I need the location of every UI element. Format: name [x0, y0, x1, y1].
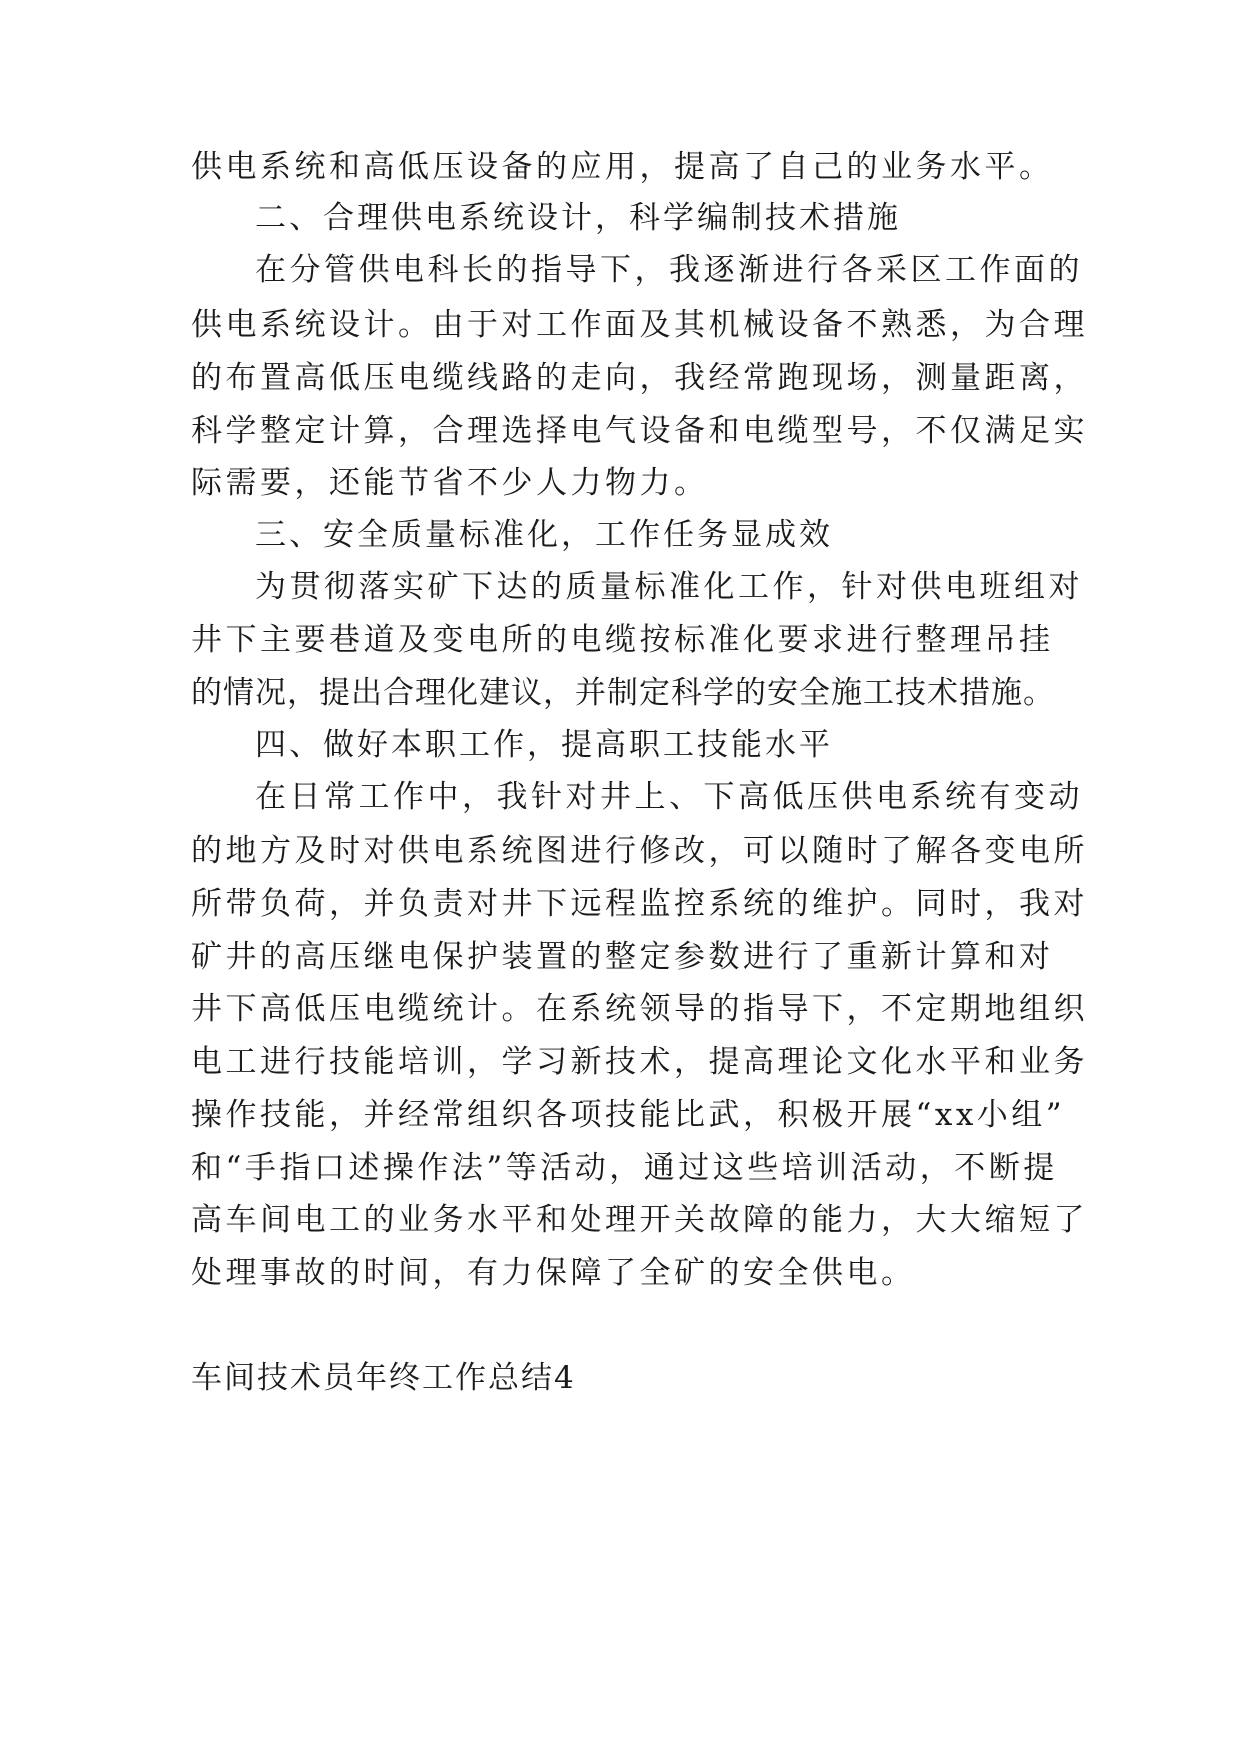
paragraph-line: 处理事故的时间，有力保障了全矿的安全供电。: [191, 1255, 916, 1291]
paragraph-line: 和“手指口述操作法”等活动，通过这些培训活动，不断提: [191, 1150, 1058, 1186]
paragraph-line: 为贯彻落实矿下达的质量标准化工作，针对供电班组对: [255, 569, 1083, 605]
paragraph-line: 供电系统设计。由于对工作面及其机械设备不熟悉，为合理: [191, 307, 1088, 343]
paragraph-line: 的情况，提出合理化建议，并制定科学的安全施工技术措施。: [191, 675, 1055, 711]
paragraph-line: 电工进行技能培训，学习新技术，提高理论文化水平和业务: [191, 1044, 1088, 1080]
section-heading-3: 三、安全质量标准化，工作任务显成效: [255, 517, 833, 553]
paragraph-line: 所带负荷，并负责对井下远程监控系统的维护。同时，我对: [191, 886, 1088, 922]
paragraph-line: 的地方及时对供电系统图进行修改，可以随时了解各变电所: [191, 833, 1088, 869]
paragraph-line: 井下高低压电缆统计。在系统领导的指导下，不定期地组织: [191, 991, 1088, 1027]
paragraph-line: 的布置高低压电缆线路的走向，我经常跑现场，测量距离，: [191, 360, 1088, 396]
section-heading-2: 二、合理供电系统设计，科学编制技术措施: [255, 200, 901, 236]
paragraph-line: 高车间电工的业务水平和处理开关故障的能力，大大缩短了: [191, 1202, 1088, 1238]
next-section-title: 车间技术员年终工作总结4: [191, 1360, 576, 1396]
paragraph-line: 井下主要巷道及变电所的电缆按标准化要求进行整理吊挂: [191, 622, 1054, 658]
section-heading-4: 四、做好本职工作，提高职工技能水平: [255, 727, 833, 763]
paragraph-line: 矿井的高压继电保护装置的整定参数进行了重新计算和对: [191, 939, 1054, 975]
paragraph-line: 操作技能，并经常组织各项技能比武，积极开展“xx小组”: [191, 1097, 1066, 1133]
paragraph-line: 供电系统和高低压设备的应用，提高了自己的业务水平。: [191, 149, 1054, 185]
paragraph-line: 在分管供电科长的指导下，我逐渐进行各采区工作面的: [255, 252, 1083, 288]
paragraph-line: 际需要，还能节省不少人力物力。: [191, 465, 709, 501]
paragraph-line: 在日常工作中，我针对井上、下高低压供电系统有变动: [255, 779, 1083, 815]
paragraph-line: 科学整定计算，合理选择电气设备和电缆型号，不仅满足实: [191, 413, 1088, 449]
